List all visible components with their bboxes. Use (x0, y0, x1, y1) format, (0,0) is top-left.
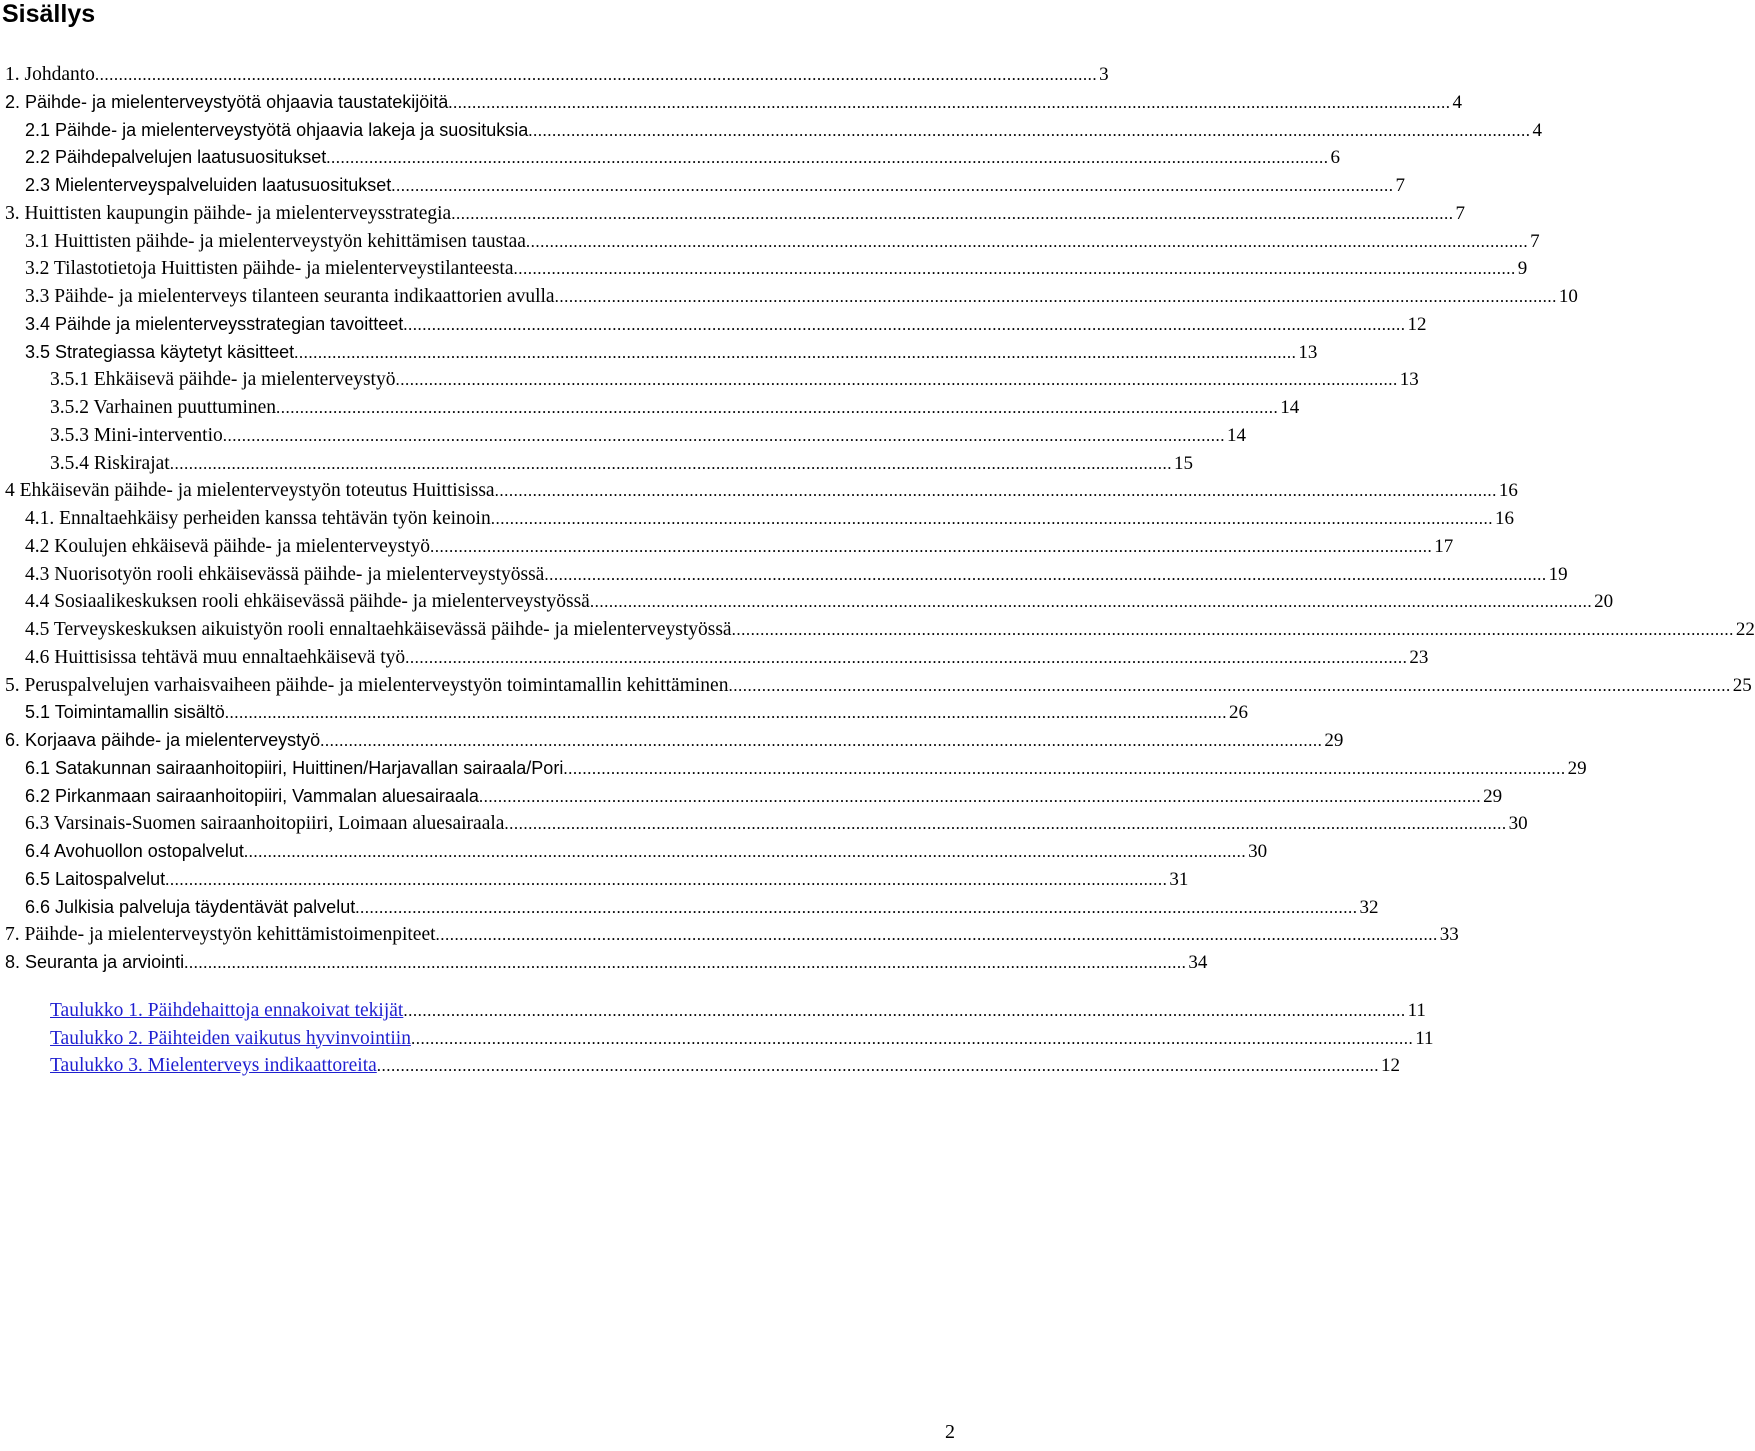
dot-leader: ................................................................................................................................................................................................................... (410, 1028, 1414, 1048)
toc-entry-page: 6 (1330, 147, 1340, 169)
dot-leader: ................................................................................................................................................................................................................... (224, 703, 1228, 723)
toc-entry[interactable] (5, 200, 1465, 227)
toc-entry[interactable] (25, 838, 1268, 865)
toc-entry-page: 32 (1359, 896, 1379, 918)
dot-leader: ................................................................................................................................................................................................................... (376, 1056, 1380, 1075)
dot-leader: ................................................................................................................................................................................................................... (589, 592, 1593, 612)
dot-leader: ................................................................................................................................................................................................................... (320, 731, 1323, 750)
toc-entry[interactable] (25, 172, 1405, 199)
dot-leader: ................................................................................................................................................................................................................... (544, 564, 1547, 584)
toc-entry-page: 12 (1407, 313, 1427, 335)
toc-entry-page: 31 (1169, 868, 1189, 890)
dot-leader: ................................................................................................................................................................................................................... (525, 231, 1529, 251)
toc-entry-page: 20 (1594, 591, 1614, 613)
toc-entry-page: 30 (1508, 813, 1528, 835)
toc-entry-page: 29 (1324, 730, 1344, 751)
toc-entry[interactable] (25, 228, 1540, 255)
table-list-page: 11 (1415, 1027, 1434, 1049)
toc-entry[interactable] (5, 921, 1459, 948)
dot-leader: ................................................................................................................................................................................................................... (94, 65, 1098, 84)
dot-leader: ................................................................................................................................................................................................................... (451, 203, 1454, 223)
toc-entry[interactable] (25, 533, 1454, 560)
toc-entry-page: 25 (1732, 674, 1752, 696)
toc-entry-page: 34 (1188, 952, 1208, 973)
toc-entry-label: 4.3 Nuorisotyön rooli ehkäisevässä päihde- ja mielenterveystyössä (25, 563, 545, 585)
toc-entry[interactable] (25, 117, 1543, 144)
toc-entry-page: 13 (1298, 341, 1318, 363)
dot-leader: ................................................................................................................................................................................................................... (403, 314, 1406, 334)
page-title: Sisällys (2, 0, 96, 28)
toc-entry-label: 3. Huittisten kaupungin päihde- ja mielenterveysstrategia (5, 202, 452, 224)
toc-entry-label: 6. Korjaava päihde- ja mielenterveystyö (5, 730, 321, 750)
toc-entry-label: 4.6 Huittisissa tehtävä muu ennaltaehkäisevä työ (25, 646, 406, 668)
toc-entry-label: 3.2 Tilastotietoja Huittisten päihde- ja mielenterveystilanteesta (25, 258, 514, 280)
dot-leader: ................................................................................................................................................................................................................... (395, 370, 1398, 390)
toc-entry[interactable] (25, 283, 1578, 310)
toc-entry-page: 4 (1532, 119, 1543, 141)
toc-entry-page: 22 (1735, 619, 1755, 640)
dot-leader: ................................................................................................................................................................................................................... (326, 148, 1329, 168)
page-number: 2 (945, 1421, 955, 1443)
toc-entry-label: 6.2 Pirkanmaan sairaanhoitopiiri, Vammalan aluesairaala (25, 785, 479, 806)
toc-entry-page: 17 (1434, 535, 1454, 557)
toc-entry-label: 3.5.3 Mini-interventio (50, 424, 223, 446)
toc-entry-label: 8. Seuranta ja arviointi (5, 952, 185, 972)
toc-entry-label: 1. Johdanto (5, 64, 95, 85)
toc-entry-label: 3.5.1 Ehkäisevä päihde- ja mielenterveystyö (50, 369, 396, 391)
dot-leader: ................................................................................................................................................................................................................... (165, 869, 1168, 889)
toc-entry-label: 4.1. Ennaltaehkäisy perheiden kanssa tehtävän työn keinoin (25, 508, 491, 529)
dot-leader: ................................................................................................................................................................................................................... (490, 509, 1493, 528)
toc-entry-label: 6.1 Satakunnan sairaanhoitopiiri, Huittinen/Harjavallan sairaala/Pori (25, 757, 564, 778)
toc-entry-page: 4 (1452, 91, 1462, 113)
dot-leader: ................................................................................................................................................................................................................... (435, 925, 1438, 945)
toc-entry-label: 4.2 Koulujen ehkäisevä päihde- ja mielenterveystyö (25, 535, 431, 557)
toc-entry[interactable] (25, 144, 1340, 171)
dot-leader: ................................................................................................................................................................................................................... (169, 453, 1172, 473)
toc-entry[interactable] (5, 61, 1109, 88)
dot-leader: ................................................................................................................................................................................................................... (294, 342, 1297, 362)
dot-leader: ................................................................................................................................................................................................................... (184, 953, 1187, 972)
toc-entry-label: 3.1 Huittisten päihde- ja mielenterveystyön kehittämisen taustaa (25, 230, 526, 252)
table-list-entry[interactable] (50, 1025, 1434, 1052)
toc-entry[interactable] (25, 755, 1587, 782)
toc-entry-page: 10 (1558, 286, 1578, 307)
dot-leader: ................................................................................................................................................................................................................... (728, 675, 1731, 695)
toc-entry[interactable] (5, 89, 1462, 116)
table-list-entry[interactable] (50, 997, 1426, 1024)
toc-entry[interactable] (5, 672, 1752, 699)
table-link[interactable]: Taulukko 3. Mielenterveys indikaattoreita (50, 1055, 377, 1076)
table-list-page: 12 (1381, 1055, 1401, 1076)
toc-entry-page: 23 (1409, 646, 1429, 668)
toc-entry-page: 16 (1498, 480, 1518, 502)
table-link[interactable]: Taulukko 2. Päihteiden vaikutus hyvinvointiin (50, 1027, 411, 1049)
dot-leader: ................................................................................................................................................................................................................... (731, 620, 1734, 639)
dot-leader: ................................................................................................................................................................................................................... (430, 536, 1433, 556)
dot-leader: ................................................................................................................................................................................................................... (494, 481, 1497, 501)
toc-entry[interactable] (25, 810, 1528, 837)
table-list-page: 11 (1407, 1000, 1426, 1021)
toc-entry-label: 4.5 Terveyskeskuksen aikuistyön rooli ennaltaehkäisevässä päihde- ja mielenterveystyössä (25, 619, 732, 640)
toc-entry[interactable] (25, 255, 1528, 282)
toc-entry-page: 14 (1227, 424, 1247, 446)
toc-entry-label: 6.5 Laitospalvelut (25, 868, 166, 889)
toc-entry[interactable] (5, 477, 1518, 504)
toc-entry-label: 3.5.2 Varhainen puuttuminen (50, 397, 277, 418)
toc-entry[interactable] (25, 561, 1568, 588)
dot-leader: ................................................................................................................................................................................................................... (554, 287, 1557, 306)
toc-entry-page: 3 (1099, 64, 1109, 85)
toc-entry[interactable] (50, 394, 1300, 421)
toc-entry-page: 33 (1439, 924, 1459, 946)
toc-entry-label: 6.6 Julkisia palveluja täydentävät palvelut (25, 896, 356, 917)
toc-entry-label: 2.3 Mielenterveyspalveluiden laatusuositukset (25, 175, 392, 195)
toc-entry[interactable] (25, 894, 1379, 921)
toc-entry[interactable] (25, 644, 1429, 671)
dot-leader: ................................................................................................................................................................................................................... (448, 92, 1451, 112)
dot-leader: ................................................................................................................................................................................................................... (222, 425, 1226, 445)
toc-entry-label: 4 Ehkäisevän päihde- ja mielenterveystyön toteutus Huittisissa (5, 480, 495, 502)
toc-entry-label: 6.4 Avohuollon ostopalvelut (25, 841, 244, 861)
toc-entry-page: 30 (1248, 841, 1268, 862)
toc-entry-page: 7 (1530, 230, 1540, 252)
toc-entry-page: 15 (1173, 452, 1193, 474)
table-list-entry[interactable] (50, 1052, 1401, 1079)
toc-entry[interactable] (25, 866, 1189, 893)
dot-leader: ................................................................................................................................................................................................................... (513, 259, 1516, 279)
toc-entry-page: 29 (1567, 757, 1587, 779)
toc-entry-label: 3.4 Päihde ja mielenterveysstrategian tavoitteet (25, 313, 404, 334)
toc-entry-label: 4.4 Sosiaalikeskuksen rooli ehkäisevässä päihde- ja mielenterveystyössä (25, 591, 590, 613)
toc-entry[interactable] (25, 339, 1318, 366)
toc-entry-page: 9 (1517, 258, 1528, 280)
toc-entry[interactable] (5, 727, 1344, 754)
toc-entry[interactable] (25, 699, 1249, 726)
toc-entry[interactable] (50, 422, 1247, 449)
toc-entry[interactable] (25, 588, 1614, 615)
dot-leader: ................................................................................................................................................................................................................... (405, 647, 1408, 667)
dot-leader: ................................................................................................................................................................................................................... (504, 814, 1507, 834)
dot-leader: ................................................................................................................................................................................................................... (403, 1001, 1406, 1020)
toc-entry[interactable] (25, 616, 1755, 643)
toc-entry-label: 3.3 Päihde- ja mielenterveys tilanteen seuranta indikaattorien avulla (25, 286, 555, 307)
toc-entry[interactable] (25, 311, 1427, 338)
toc-entry-label: 2.2 Päihdepalvelujen laatusuositukset (25, 147, 327, 168)
toc-entry-page: 19 (1548, 563, 1568, 585)
dot-leader: ................................................................................................................................................................................................................... (563, 758, 1566, 778)
dot-leader: ................................................................................................................................................................................................................... (528, 120, 1531, 140)
toc-entry-label: 5.1 Toimintamallin sisältö (25, 702, 225, 723)
dot-leader: ................................................................................................................................................................................................................... (478, 786, 1482, 806)
toc-entry[interactable] (25, 783, 1503, 810)
toc-entry-label: 3.5.4 Riskirajat (50, 452, 170, 474)
toc-entry-page: 16 (1494, 508, 1514, 529)
dot-leader: ................................................................................................................................................................................................................... (276, 398, 1279, 417)
toc-entry-page: 7 (1395, 175, 1405, 196)
toc-entry[interactable] (25, 505, 1514, 532)
toc-entry-page: 13 (1399, 369, 1419, 391)
table-link[interactable]: Taulukko 1. Päihdehaittoja ennakoivat tekijät (50, 1000, 404, 1021)
dot-leader: ................................................................................................................................................................................................................... (391, 176, 1394, 195)
toc-entry[interactable] (50, 450, 1193, 477)
dot-leader: ................................................................................................................................................................................................................... (355, 897, 1358, 917)
toc-entry-page: 29 (1483, 785, 1503, 807)
toc-entry-label: 7. Päihde- ja mielenterveystyön kehittämistoimenpiteet (5, 924, 436, 946)
toc-entry-label: 5. Peruspalvelujen varhaisvaiheen päihde- ja mielenterveystyön toimintamallin kehittäminen (5, 674, 729, 696)
toc-entry-label: 2. Päihde- ja mielenterveystyötä ohjaavia taustatekijöitä (5, 91, 449, 112)
toc-entry-page: 26 (1229, 702, 1249, 724)
toc-entry-page: 7 (1455, 202, 1465, 224)
toc-entry-label: 3.5 Strategiassa käytetyt käsitteet (25, 341, 295, 362)
toc-entry-page: 14 (1280, 397, 1300, 418)
toc-entry-label: 6.3 Varsinais-Suomen sairaanhoitopiiri, Loimaan aluesairaala (25, 813, 505, 835)
toc-entry[interactable] (50, 366, 1419, 393)
dot-leader: ................................................................................................................................................................................................................... (243, 842, 1247, 861)
toc-entry-label: 2.1 Päihde- ja mielenterveystyötä ohjaavia lakeja ja suosituksia (25, 119, 529, 140)
toc-entry[interactable] (5, 949, 1208, 976)
